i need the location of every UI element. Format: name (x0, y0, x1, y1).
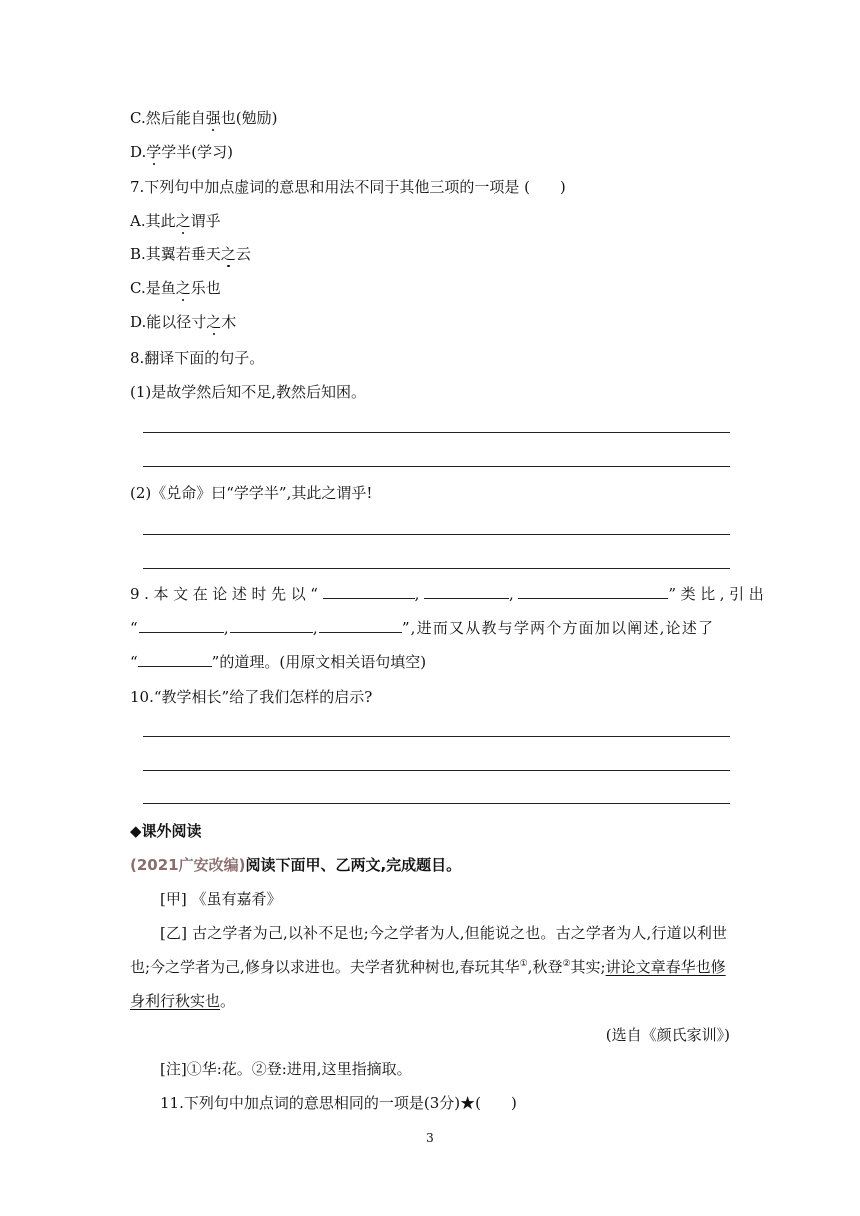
answer-line[interactable] (143, 466, 730, 467)
q10-stem: 10.“教学相长”给了我们怎样的启示? (130, 688, 373, 706)
text-yi-line-3: 身利行秋实也。 (130, 992, 236, 1010)
fill-blank[interactable] (518, 584, 668, 599)
q8-stem: 8.翻译下面的句子。 (130, 349, 265, 367)
q11-stem: 11.下列句中加点词的意思相同的一项是(3分)★( ) (160, 1094, 517, 1112)
q7-option-d: D.能以径寸之木 (130, 313, 237, 331)
answer-line[interactable] (143, 770, 730, 771)
dotted-char: 之 (175, 212, 191, 230)
annotation-note: [注]①华:花。②登:进用,这里指摘取。 (160, 1060, 412, 1078)
q6-option-c: C.然后能自强也(勉励) (130, 109, 278, 127)
fill-blank[interactable] (323, 584, 415, 599)
section-heading: ◆课外阅读 (130, 822, 202, 840)
answer-line[interactable] (143, 803, 730, 804)
answer-line[interactable] (143, 534, 730, 535)
fill-blank[interactable] (424, 584, 509, 599)
q7-option-c: C.是鱼之乐也 (130, 279, 221, 297)
dotted-char: 之 (175, 279, 191, 297)
text-source: (选自《颜氏家训》) (605, 1026, 730, 1044)
underlined-sentence: 讲论文章春华也修 (605, 958, 726, 976)
q8-sentence-2: (2)《兑命》曰“学学半”,其此之谓乎! (130, 484, 373, 502)
q7-stem: 7.下列句中加点虚词的意思和用法不同于其他三项的一项是 ( ) (130, 178, 566, 196)
text-jia-title: [甲] 《虽有嘉肴》 (160, 890, 282, 908)
reading-instruction: (2021广安改编)阅读下面甲、乙两文,完成题目。 (130, 856, 462, 874)
q8-sentence-1: (1)是故学然后知不足,教然后知困。 (130, 383, 367, 401)
fill-blank[interactable] (230, 618, 313, 633)
q6-option-d: D.学学半(学习) (130, 143, 233, 161)
q7-option-b: B.其翼若垂天之云 (130, 245, 251, 263)
dotted-char: 之 (220, 245, 236, 263)
dotted-char: 之 (206, 313, 222, 331)
underlined-sentence: 身利行秋实也 (130, 992, 221, 1010)
page-number: 3 (426, 1131, 434, 1145)
source-tag: (2021广安改编) (130, 856, 246, 874)
q7-option-a: A.其此之谓乎 (130, 212, 221, 230)
fill-blank[interactable] (139, 618, 224, 633)
fill-blank[interactable] (319, 618, 402, 633)
q9-line-2: “ , , ”,进而又从教与学两个方面加以阐述,论述了 (130, 619, 715, 637)
answer-line[interactable] (143, 736, 730, 737)
answer-line[interactable] (143, 432, 730, 433)
dotted-char: 学 (146, 143, 162, 161)
q9-line-3: “ ”的道理。(用原文相关语句填空) (130, 653, 427, 671)
text-yi-line-1: [乙] 古之学者为己,以补不足也;今之学者为人,但能说之也。古之学者为人,行道以利世 (160, 924, 728, 942)
dotted-char: 强 (205, 109, 221, 127)
answer-line[interactable] (143, 568, 730, 569)
text-yi-line-2: 也;今之学者为己,修身以求进也。夫学者犹种树也,春玩其华①,秋登②其实;讲论文章春华也修 (130, 958, 726, 976)
q9-line-1: 9.本文在论述时先以“ , , ”类比,引出 (130, 585, 769, 603)
fill-blank[interactable] (138, 652, 212, 667)
